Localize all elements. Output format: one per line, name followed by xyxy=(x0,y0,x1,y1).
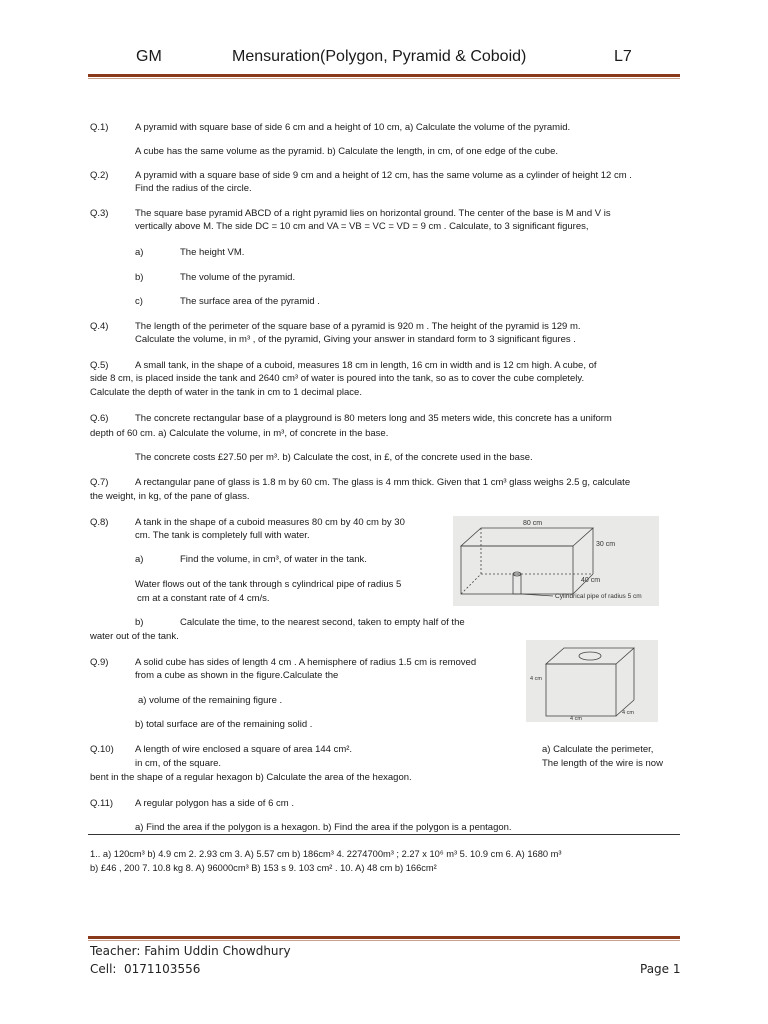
q3-line2: vertically above M. The side DC = 10 cm and VA = VB = VC = VD = 9 cm . Calculate, to 3 significant figures, xyxy=(135,221,589,232)
q2-number: Q.2) xyxy=(90,170,109,181)
q10-line2: in cm, of the square. xyxy=(135,758,222,769)
q8-line2: cm. The tank is completely full with water. xyxy=(135,530,310,541)
q6-line2: depth of 60 cm. a) Calculate the volume, in m³, of concrete in the base. xyxy=(90,428,389,439)
page-header xyxy=(0,48,768,72)
q11-line1: A regular polygon has a side of 6 cm . xyxy=(135,798,294,809)
q8-line3: Water flows out of the tank through s cylindrical pipe of radius 5 xyxy=(135,579,402,590)
q9-number: Q.9) xyxy=(90,657,109,668)
q8-fig-pipe: Cylindrical pipe of radius 5 cm xyxy=(555,593,642,600)
q9a-text: a) volume of the remaining figure . xyxy=(138,695,283,706)
q9-fig-right: 4 cm xyxy=(622,710,634,716)
q9b-text: b) total surface are of the remaining solid . xyxy=(135,719,313,730)
q1-line2: A cube has the same volume as the pyramid. b) Calculate the length, in cm, of one edge of the cube. xyxy=(135,146,559,157)
q8-tank-figure xyxy=(453,516,659,606)
q9-fig-side: 4 cm xyxy=(530,676,542,682)
q8b-label: b) xyxy=(135,617,144,628)
q6-number: Q.6) xyxy=(90,413,109,424)
q9-line1: A solid cube has sides of length 4 cm . A hemisphere of radius 1.5 cm is removed xyxy=(135,657,477,668)
q8a-text: Find the volume, in cm³, of water in the tank. xyxy=(180,554,367,565)
q11-line2: a) Find the area if the polygon is a hexagon. b) Find the area if the polygon is a pentagon. xyxy=(135,822,512,833)
q8a-label: a) xyxy=(135,554,144,565)
q10-line1: A length of wire enclosed a square of area 144 cm². xyxy=(135,744,353,755)
q10-number: Q.10) xyxy=(90,744,114,755)
q4-line1: The length of the perimeter of the square base of a pyramid is 920 m . The height of the pyramid is 129 m. xyxy=(135,321,581,332)
page-title: Mensuration(Polygon, Pyramid & Coboid) xyxy=(232,48,527,65)
q4-number: Q.4) xyxy=(90,321,109,332)
q3b-text: The volume of the pyramid. xyxy=(180,272,296,283)
header-right: L7 xyxy=(614,48,632,65)
q5-line2: side 8 cm, is placed inside the tank and 2640 cm³ of water is poured into the tank, so as to cover the cube completely. xyxy=(90,373,585,384)
q9-fig-bottom: 4 cm xyxy=(570,716,582,722)
tank-diagram xyxy=(453,516,659,606)
q8-line5: water out of the tank. xyxy=(90,631,179,642)
q8-line1: A tank in the shape of a cuboid measures 80 cm by 40 cm by 30 xyxy=(135,517,405,528)
answers-divider xyxy=(88,834,680,835)
q5-number: Q.5) xyxy=(90,360,109,371)
q3c-label: c) xyxy=(135,296,143,307)
q7-number: Q.7) xyxy=(90,477,109,488)
header-left: GM xyxy=(136,48,162,65)
q4-line2: Calculate the volume, in m³ , of the pyramid, Giving your answer in standard form to 3 significant figures . xyxy=(135,334,576,345)
q3-line1: The square base pyramid ABCD of a right pyramid lies on horizontal ground. The center of the base is M and V is xyxy=(135,208,611,219)
q3a-text: The height VM. xyxy=(180,247,245,258)
q6-line1: The concrete rectangular base of a playground is 80 meters long and 35 meters wide, this concrete has a uniform xyxy=(135,413,612,424)
q1-line1: A pyramid with square base of side 6 cm and a height of 10 cm, a) Calculate the volume of the pyramid. xyxy=(135,122,571,133)
q10-line1-right: a) Calculate the perimeter, xyxy=(542,744,654,755)
q11-number: Q.11) xyxy=(90,798,114,809)
cube-diagram xyxy=(526,640,658,722)
page-number: Page 1 xyxy=(640,962,681,976)
q8-fig-width: 40 cm xyxy=(581,577,601,584)
q8-fig-height: 30 cm xyxy=(596,541,616,548)
footer-rule xyxy=(88,936,680,939)
q2-line1: A pyramid with a square base of side 9 cm and a height of 12 cm, has the same volume as a cylinder of height 12 cm . xyxy=(135,170,632,181)
q3a-label: a) xyxy=(135,247,144,258)
footer-teacher: Teacher: Fahim Uddin Chowdhury xyxy=(90,944,291,958)
footer-cell-number: 0171103556 xyxy=(124,962,201,976)
q5-line1: A small tank, in the shape of a cuboid, measures 18 cm in length, 16 cm in width and is 12 cm high. A cube, of xyxy=(135,360,597,371)
q2-line2: Find the radius of the circle. xyxy=(135,183,252,194)
q8-fig-length: 80 cm xyxy=(523,520,543,527)
q10-line3: bent in the shape of a regular hexagon b) Calculate the area of the hexagon. xyxy=(90,772,412,783)
q6-line3: The concrete costs £27.50 per m³. b) Calculate the cost, in £, of the concrete used in the base. xyxy=(135,452,533,463)
q1-number: Q.1) xyxy=(90,122,109,133)
q3c-text: The surface area of the pyramid . xyxy=(180,296,320,307)
q7-line2: the weight, in kg, of the pane of glass. xyxy=(90,491,250,502)
footer-rule-thin xyxy=(88,940,680,941)
q8b-text: Calculate the time, to the nearest second, taken to empty half of the xyxy=(180,617,465,628)
header-rule xyxy=(88,74,680,77)
header-rule-thin xyxy=(88,78,680,79)
q3b-label: b) xyxy=(135,272,144,283)
q5-line3: Calculate the depth of water in the tank in cm to 1 decimal place. xyxy=(90,387,362,398)
q3-number: Q.3) xyxy=(90,208,109,219)
q8-line4: cm at a constant rate of 4 cm/s. xyxy=(137,593,270,604)
q9-cube-figure xyxy=(526,640,658,722)
answers-line1: 1.. a) 120cm³ b) 4.9 cm 2. 2.93 cm 3. A) 5.57 cm b) 186cm³ 4. 2274700m³ ; 2.27 x 10⁶ m³ 5. 10.9 cm 6. A) 1680 m³ xyxy=(90,849,562,859)
q10-line2-right: The length of the wire is now xyxy=(542,758,663,769)
answers-line2: b) £46 , 200 7. 10.8 kg 8. A) 96000cm³ B) 153 s 9. 103 cm² . 10. A) 48 cm b) 166cm² xyxy=(90,863,437,873)
q7-line1: A rectangular pane of glass is 1.8 m by 60 cm. The glass is 4 mm thick. Given that 1 cm³ glass weighs 2.5 g, calculate xyxy=(135,477,631,488)
footer-cell-label: Cell: xyxy=(90,962,117,976)
q9-line2: from a cube as shown in the figure.Calculate the xyxy=(135,670,339,681)
q8-number: Q.8) xyxy=(90,517,109,528)
